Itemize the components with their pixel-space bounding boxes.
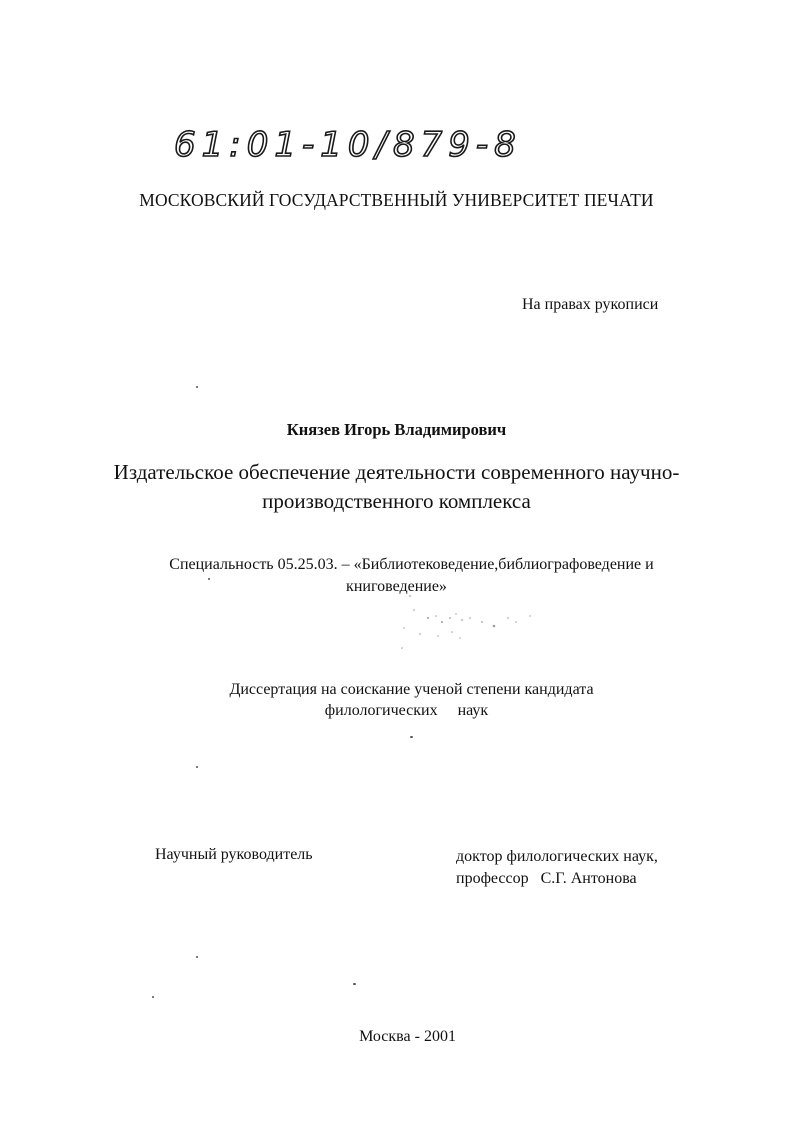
supervisor-line-1: доктор филологических наук,	[456, 848, 658, 865]
supervisor-details	[456, 846, 658, 890]
degree-line-1: Диссертация на соискание ученой степени кандидата	[229, 681, 594, 698]
handwritten-code-text: 61:01-10/879-8	[174, 125, 522, 165]
university-name: МОСКОВСКИЙ ГОСУДАРСТВЕННЫЙ УНИВЕРСИТЕТ ПЕЧАТИ	[139, 190, 654, 210]
scan-speck	[196, 386, 198, 388]
scan-speck	[208, 578, 210, 580]
author-name: Князев Игорь Владимирович	[286, 420, 507, 439]
scan-speck	[152, 996, 154, 998]
degree-line-2: филологических наук	[324, 702, 489, 719]
specialty-line-2: книговедение»	[346, 578, 447, 595]
scan-speck	[196, 956, 198, 958]
scan-speck	[353, 983, 356, 985]
title-line-1: Издательское обеспечение деятельности современного научно-	[113, 460, 680, 484]
city-year: Москва - 2001	[359, 1028, 456, 1045]
supervisor-line-2: профессор С.Г. Антонова	[456, 870, 637, 887]
dissertation-title	[0, 458, 793, 516]
scan-speck	[196, 766, 198, 768]
faint-stamp-mark	[390, 588, 550, 658]
specialty-line-1: Специальность 05.25.03. – «Библиотековедение,библиографоведение и	[169, 556, 654, 573]
rights-note: На правах рукописи	[522, 296, 659, 313]
degree-statement	[0, 679, 793, 721]
supervisor-label: Научный руководитель	[155, 846, 313, 863]
title-line-2: производственного комплекса	[262, 489, 531, 513]
scan-speck	[410, 736, 413, 738]
